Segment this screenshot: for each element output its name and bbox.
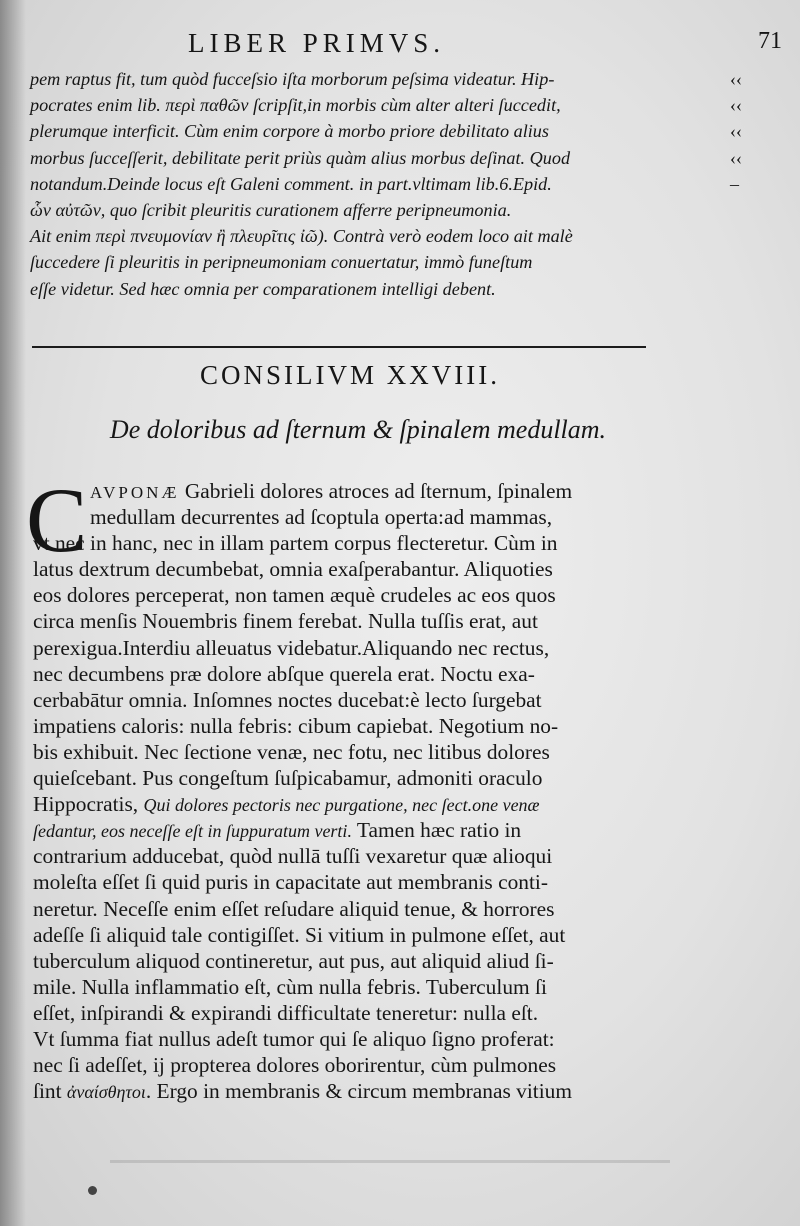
note-line: morbus ſucceſſerit, debilitate perit priùs quàm alius morbus deſinat. Quod [30,147,571,168]
body-line: eos dolores perceperat, non tamen æquè crudeles ac eos quos [33,583,556,608]
note-line: Ait enim περὶ πνευμονίαν ἢ πλευρῖτις ἰῶ). Contrà verò eodem loco ait malè [30,226,573,247]
line-text: . Ergo in membranis & circum membranas vitium [145,1079,573,1104]
body-line [0,478,800,504]
body-line: tuberculum aliquod contineretur, aut pus, aut aliquid aliud ſi- [33,948,554,973]
body-line: nec ſi adeſſet, ij propterea dolores oborirentur, cùm pulmones [33,1053,557,1078]
aphorism-quote-end: ſedantur, eos neceſſe eſt in ſuppuratum verti. [33,821,352,842]
line-text: Tamen hæc ratio in [351,818,522,843]
note-line: eſſe videtur. Sed hæc omnia per comparationem intelligi debent. [30,278,496,299]
body-line: circa menſis Nouembris finem ferebat. Nulla tuſſis erat, aut [33,609,538,634]
margin-quote-marks [730,66,742,197]
body-line: eſſet, inſpirandi & expirandi difficultate teneretur: nulla eſt. [33,1000,539,1025]
body-line: latus dextrum decumbebat, omnia exaſperabantur. Aliquoties [33,557,553,582]
note-line: plerumque interficit. Cùm enim corpore à morbo priore debilitato alius [30,121,549,142]
body-line: nec decumbens præ dolore abſque querela erat. Noctu exa- [33,661,535,686]
margin-quote-mark: ‹‹ [730,95,742,116]
first-line-text: Gabrieli dolores atroces ad ſternum, ſpinalem [179,479,573,503]
note-line: ſuccedere ſi pleuritis in peripneumoniam conuertatur, immò funeſtum [30,252,533,273]
body-line: contrarium adducebat, quòd nullā tuſſi vexaretur quæ alioqui [33,844,553,869]
first-word: AVPONÆ [90,483,180,502]
note-line: pem raptus fit, tum quòd fucceſsio iſta morborum peſsima videatur. Hip- [30,69,555,89]
note-line: ὧν αὐτῶν, quo ſcribit pleuritis curationem afferre peripneumonia. [30,199,512,220]
body-line: impatiens caloris: nulla febris: cibum capiebat. Negotium no- [33,713,559,738]
drop-cap: C [26,469,88,571]
margin-quote-mark: – [730,173,739,194]
margin-quote-mark: ‹‹ [730,121,742,142]
body-line: vt nec in hanc, nec in illam partem corpus flecteretur. Cùm in [33,531,558,556]
section-rule [32,346,646,348]
commentary-note [30,66,718,302]
body-line: Vt ſumma fiat nullus adeſt tumor qui ſe aliquo ſigno proferat: [33,1026,555,1051]
bleed-through-shadow [110,1160,670,1163]
ink-dot [88,1186,97,1195]
body-line: neretur. Neceſſe enim eſſet reſudare aliquid tenue, & horrores [33,896,555,921]
consilium-title: CONSILIVM XXVIII. [200,360,500,390]
body-text [0,478,800,1104]
body-line: quieſcebant. Pus congeſtum ſuſpicabamur, admoniti oraculo [33,766,543,791]
body-line [0,791,800,817]
page-number: 71 [758,28,782,54]
body-line: adeſſe ſi aliquid tale contigiſſet. Si vitium in pulmone eſſet, aut [33,922,566,947]
body-line: medullam decurrentes ad ſcoptula operta:ad mammas, [90,505,553,530]
body-line: bis exhibuit. Nec ſectione venæ, nec fotu, nec litibus dolores [33,739,550,764]
body-line: moleſta eſſet ſi quid puris in capacitate aut membranis conti- [33,870,548,895]
note-line: pocrates enim lib. περὶ παθῶν ſcripſit,in morbis cùm alter alteri ſuccedit, [30,95,561,116]
body-line: cerbabātur omnia. Inſomnes noctes ducebat:è lecto ſurgebat [33,687,542,712]
page-header [0,28,800,68]
line-text: ſint [33,1079,67,1104]
margin-quote-mark: ‹‹ [730,69,742,89]
aphorism-quote: Qui dolores pectoris nec purgatione, nec ſect.one venæ [143,795,540,816]
body-line: perexigua.Interdiu alleuatus videbatur.Aliquando nec rectus, [33,635,550,660]
body-line [0,1078,800,1104]
hippocrates-name: Hippocratis, [33,792,144,817]
body-line: mile. Nulla inflammatio eſt, cùm nulla febris. Tuberculum ſi [33,974,547,999]
greek-word: ἀναίσθητοι [66,1082,146,1103]
consilium-subtitle: De doloribus ad ſternum & ſpinalem medullam. [109,415,607,444]
margin-quote-mark: ‹‹ [730,147,742,168]
body-line [0,817,800,843]
note-line: notandum.Deinde locus eſt Galeni comment. in part.vltimam lib.6.Epid. [30,173,552,194]
running-head: LIBER PRIMVS. [188,28,446,58]
